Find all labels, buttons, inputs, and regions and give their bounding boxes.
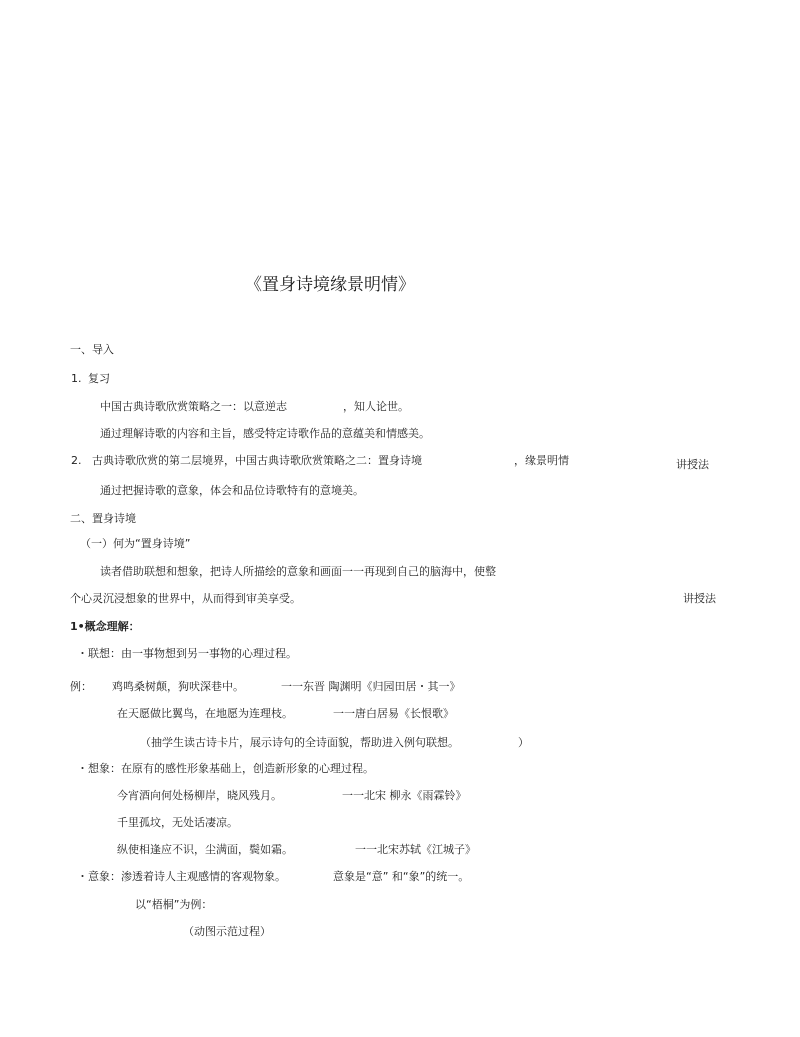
imagery-unity: 意象是“意” 和“象”的统一。	[333, 870, 470, 883]
item-1-line-1a: 中国古典诗歌欣赏策略之一：以意逆志	[100, 400, 287, 413]
item-2-line-2: 通过把握诗歌的意象，体会和品位诗歌特有的意境美。	[100, 484, 364, 497]
association-definition: ・联想：由一事物想到另一事物的心理过程。	[77, 647, 297, 660]
example-1-text: 鸡鸣桑树颠，狗吠深巷中。	[112, 680, 244, 693]
imagination-example-1-source: 一一北宋 柳永《雨霖铃》	[342, 789, 467, 802]
wutong-example-intro: 以“梧桐”为例：	[135, 898, 213, 911]
concept-heading: 1•概念理解：	[70, 620, 140, 633]
example-label: 例：	[70, 680, 92, 693]
imagination-example-2-text: 千里孤坟，无处话凄凉。	[117, 816, 238, 829]
imagination-example-3-source: 一一北宋苏轼《江城子》	[355, 843, 476, 856]
teaching-method-1: 讲授法	[676, 458, 709, 471]
item-1-line-2: 通过理解诗歌的内容和主旨，感受特定诗歌作品的意蕴美和情感美。	[100, 427, 430, 440]
example-2-text: 在天愿做比翼鸟，在地愿为连理枝。	[117, 707, 293, 720]
example-1-source: 一一东晋 陶渊明《归园田居・其一》	[281, 680, 461, 693]
item-2-number: 2.	[71, 454, 82, 467]
item-2-line-1a: 古典诗歌欣赏的第二层境界，中国古典诗歌欣赏策略之二：置身诗境	[92, 454, 422, 467]
document-title: 《置身诗境缘景明情》	[245, 275, 415, 295]
teaching-method-2: 讲授法	[683, 592, 716, 605]
definition-para-line-2: 个心灵沉浸想象的世界中，从而得到审美享受。	[70, 592, 301, 605]
imagery-definition: ・意象：渗透着诗人主观感情的客观物象。	[77, 870, 286, 883]
example-2-source: 一一唐白居易《长恨歌》	[333, 707, 454, 720]
imagination-example-1-text: 今宵酒向何处杨柳岸，晓风残月。	[117, 789, 282, 802]
imagination-example-3-text: 纵使相逢应不识，尘满面，鬓如霜。	[117, 843, 293, 856]
section-1-heading: 一、导入	[70, 343, 114, 356]
subsection-1-heading: （一）何为“置身诗境”	[80, 537, 191, 550]
section-2-heading: 二、置身诗境	[70, 512, 136, 525]
definition-para-line-1: 读者借助联想和想象，把诗人所描绘的意象和画面一一再现到自己的脑海中，使整	[100, 565, 496, 578]
example-teaching-note: （抽学生读古诗卡片，展示诗句的全诗面貌，帮助进入例句联想。	[140, 736, 459, 749]
example-teaching-note-close: ）	[518, 736, 529, 749]
item-1-line-1b: ，知人论世。	[343, 400, 409, 413]
item-2-line-1b: ，缘景明情	[514, 454, 569, 467]
animation-demo-note: （动图示范过程）	[183, 925, 271, 938]
imagination-definition: ・想象：在原有的感性形象基础上，创造新形象的心理过程。	[77, 762, 374, 775]
item-1-number: 1.	[71, 372, 82, 385]
item-1-label: 复习	[88, 372, 110, 385]
